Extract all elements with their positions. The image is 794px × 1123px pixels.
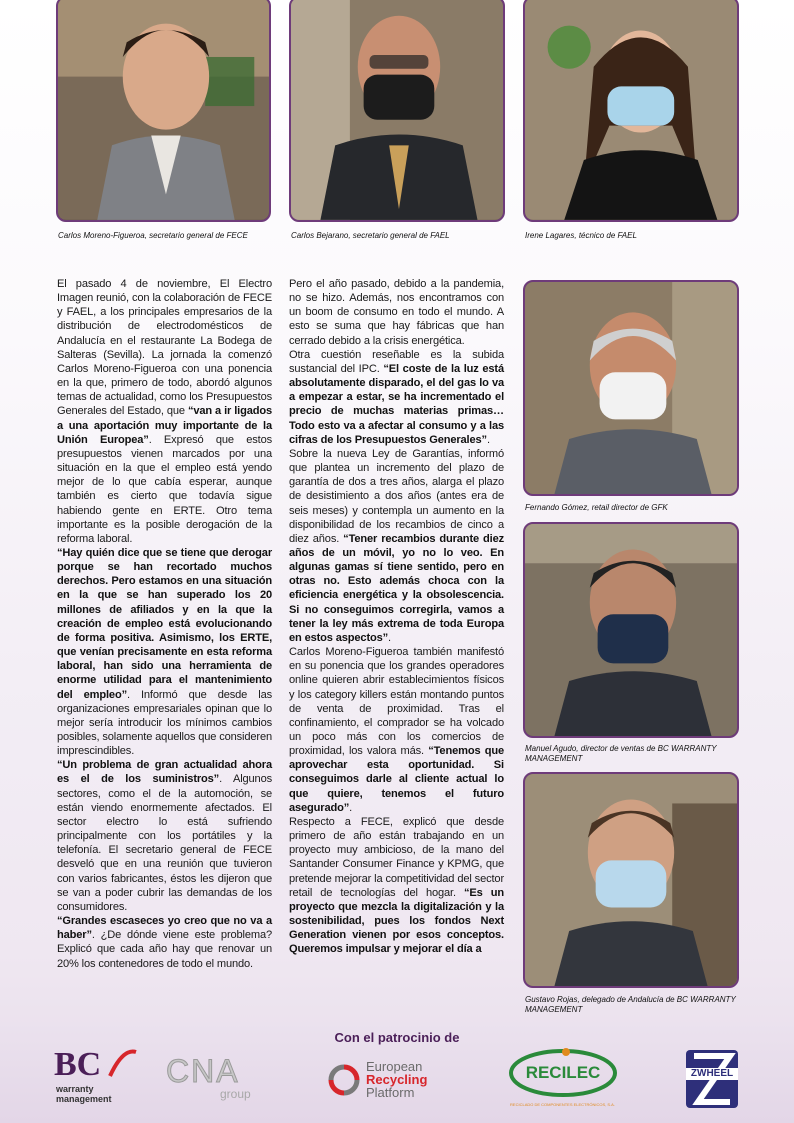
zwheel-logo-text: ZWHEEL	[690, 1068, 734, 1079]
paragraph: “Grandes escaseces yo creo que no va a haber”. ¿De dónde viene este problema? Explicó que cada año hay que renovar un 20% los contenedores de todo el mundo.	[57, 915, 272, 970]
photo-caption: Carlos Moreno-Figueroa, secretario general de FECE	[58, 231, 248, 240]
paragraph: “Un problema de gran actualidad ahora es el de los suministros”. Algunos sectores, como el de la automoción, se están viendo enormemente afectados. El sector electro lo está sufriendo principalmente con los portátiles y la telefonía. El secretario general de FECE desveló que en una reunión que tuvieron con varios fabricantes, éstos les dijeron que se van a poder cubrir las demandas de los consumidores.	[57, 759, 272, 913]
article-column-2	[289, 277, 504, 957]
zwheel-logo[interactable]	[682, 1048, 742, 1112]
portrait-image	[58, 0, 269, 220]
photo-irene-lagares	[523, 0, 739, 222]
photo-caption: Gustavo Rojas, delegado de Andalucía de BC WARRANTY MANAGEMENT	[525, 995, 736, 1014]
bc-logo-mark: BC	[54, 1046, 102, 1083]
article-column-1	[57, 277, 272, 971]
bc-warranty-logo[interactable]	[48, 1028, 148, 1112]
erp-line3: Platform	[366, 1085, 415, 1100]
photo-fernando-gomez	[523, 280, 739, 496]
bc-swoosh-icon	[108, 1048, 138, 1078]
photo-carlos-moreno-figueroa	[56, 0, 271, 222]
paragraph: Pero el año pasado, debido a la pandemia, no se hizo. Además, nos encontramos con un boom de consumo en todo el mundo. A esto se suma que hay fábricas que han cerrado debido a la crisis energética.	[289, 278, 504, 347]
photo-manuel-agudo	[523, 522, 739, 738]
cna-group-logo[interactable]	[164, 1055, 274, 1105]
paragraph: El pasado 4 de noviembre, El Electro Imagen reunió, con la colaboración de FECE y FAEL, a los principales empresarios de la distribución de electrodomésticos de Andalucía en el restaurante La Bodega de Salteras (Sevilla). La jornada la comenzó Carlos Moreno-Figueroa con una ponencia en la que, primero de todo, abordó algunos temas de actualidad, como los Presupuestos Generales del Estado, que “van a ir ligados a una aportación muy importante de la Unión Europea”. Expresó que estos presupuestos vienen marcados por una situación en la que el empleo está yendo mejor de lo que cabía esperar, aunque también es cierto que todavía sigue habiendo gente en ERTE. Otro tema importante es la posible derogación de la reforma laboral.	[57, 278, 273, 545]
cna-logo-mark: CNA	[166, 1053, 240, 1089]
portrait-image	[291, 0, 503, 220]
photo-caption: Irene Lagares, técnico de FAEL	[525, 231, 637, 240]
photo-caption: Manuel Agudo, director de ventas de BC WARRANTY MANAGEMENT	[525, 744, 717, 763]
sponsor-title: Con el patrocinio de	[334, 1030, 460, 1045]
portrait-image	[525, 524, 737, 736]
paragraph: Respecto a FECE, explicó que desde primero de año están trabajando en un proyecto muy ambicioso, de la mano del Santander Consumer Finance y KPMG, que pretende mejorar la competitividad del sector retail de tecnologías del hogar. “Es un proyecto que mezcla la digitalización y la sostenibilidad, pues los fondos Next Generation vienen por esos conceptos. Queremos impulsar y mejorar el día a	[289, 815, 504, 956]
photo-gustavo-rojas	[523, 772, 739, 988]
erp-logo[interactable]	[328, 1058, 468, 1108]
reclec-logo-mark: RECILEC	[525, 1063, 601, 1082]
portrait-image	[525, 282, 737, 494]
bc-logo-sub1: warranty	[56, 1084, 94, 1094]
paragraph: Otra cuestión reseñable es la subida sustancial del IPC. “El coste de la luz está absolutamente disparado, el del gas lo va a empezar a estar, se ha incrementado el precio de muchas materias primas… Todo esto va a afectar al consumo y a las cifras de los Presupuestos Generales”.	[289, 348, 504, 446]
paragraph: “Hay quién dice que se tiene que derogar porque se han recortado muchos derechos. Pero estamos en una situación en la que se han superado los 20 millones de afiliados y en la que la creación de empleo está evolucionando de forma positiva. Asimismo, los ERTE, que venían precisamente en esta reforma laboral, han sido una herramienta de enorme utilidad para el mantenimiento del empleo”. Informó que desde las organizaciones empresariales opinan que lo mejor sería introducir los mínimos cambios posibles, solamente aquellos que consideren imprescindibles.	[57, 546, 272, 758]
reclec-logo[interactable]	[500, 1048, 625, 1112]
portrait-image	[525, 0, 737, 220]
reclec-logo-sub: RECICLADO DE COMPONENTES ELECTRÓNICOS, S.A.	[510, 1102, 615, 1107]
erp-line2: Recycling	[366, 1072, 428, 1087]
paragraph: Sobre la nueva Ley de Garantías, informó que plantea un incremento del plazo de garantía de dos a tres años, alarga el plazo de desistimiento a dos años (antes era de seis meses) y contempla un aumento en la disponibilidad de los recambios de cinco a diez años. “Tener recambios durante diez años de un móvil, yo no lo veo. En algunas gamas sí tiene sentido, pero en otras no. Esto además choca con la eficiencia energética y la obsolescencia. Si no conseguimos corregirla, vamos a tener la ley más extrema de toda Europa en estos aspectos”.	[289, 447, 504, 644]
photo-caption: Fernando Gómez, retail director de GFK	[525, 503, 668, 512]
photo-carlos-bejarano	[289, 0, 505, 222]
erp-line1: European	[366, 1059, 423, 1074]
paragraph: Carlos Moreno-Figueroa también manifestó en su ponencia que los grandes operadores online quieren abrir establecimientos físicos y los category killers están montando puntos de venta de proximidad. Tras el confinamiento, el comprador se ha volcado un poco más con los comercios de proximidad, los valora más. “Tenemos que aprovechar esta oportunidad. Si conseguimos darle al cliente actual lo que quiere, tenemos el futuro asegurado”.	[289, 646, 504, 814]
recycle-arrows-icon	[328, 1064, 360, 1096]
bc-logo-sub2: management	[56, 1094, 112, 1104]
portrait-image	[525, 774, 737, 986]
photo-caption: Carlos Bejarano, secretario general de FAEL	[291, 231, 450, 240]
cna-logo-sub: group	[220, 1087, 251, 1101]
